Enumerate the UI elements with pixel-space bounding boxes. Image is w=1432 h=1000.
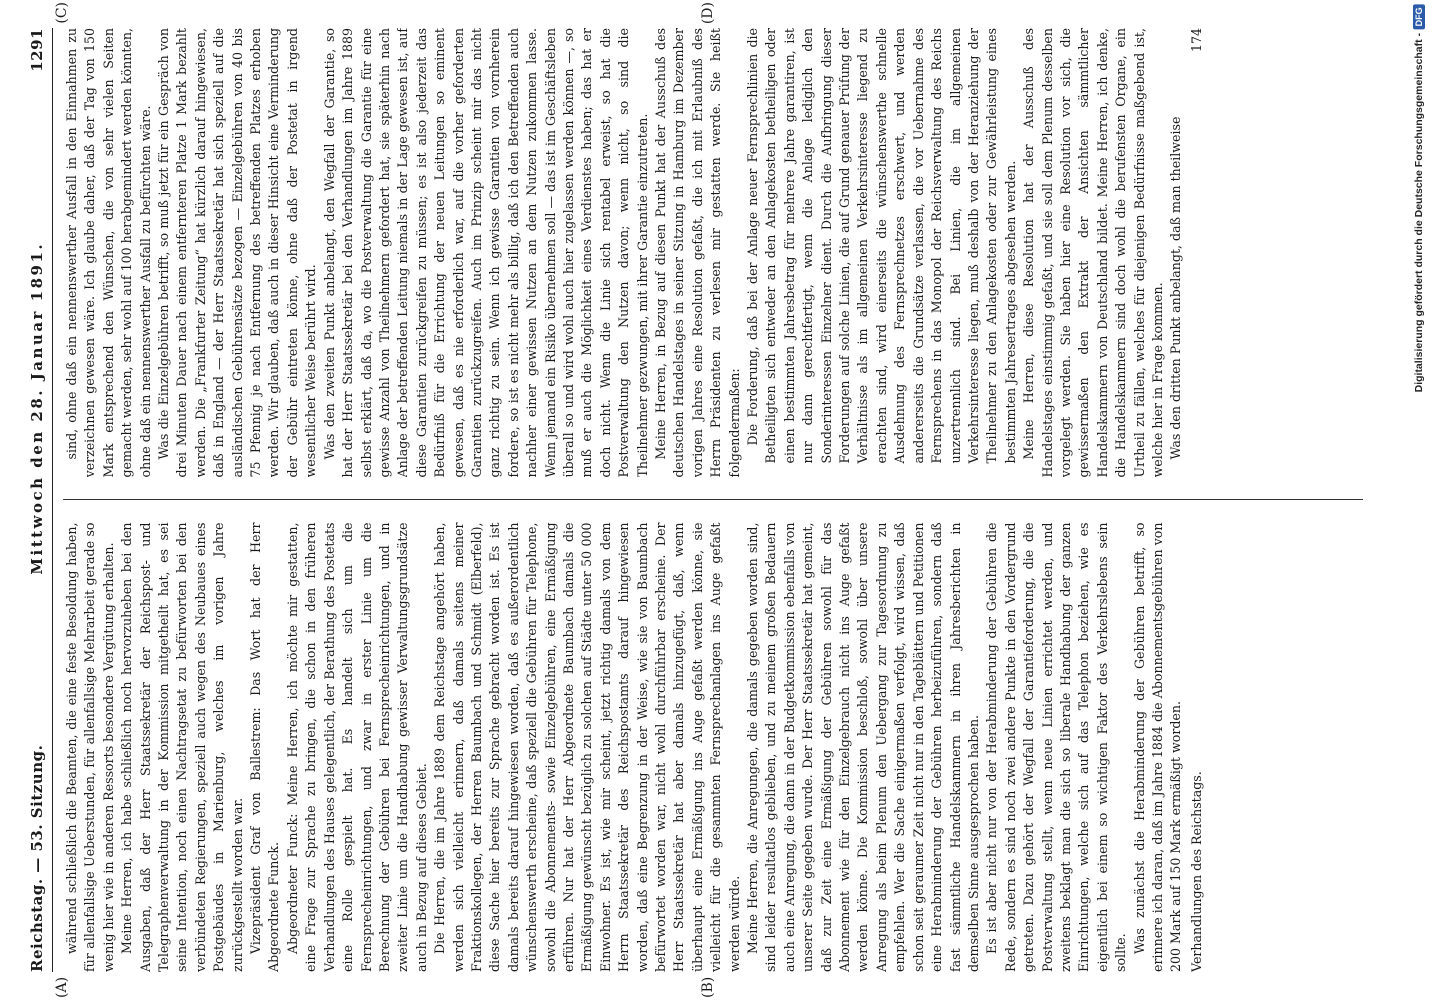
paragraph: Was die Einzelgebühren betrifft, so muß jetzt für ein Gespräch von drei Minuten Dauer nach einem entfernteren Platze 1 Mark bezahlt werden. Die „Frankfurter Zeitung“ hat kürzlich darauf hingewiesen, daß in England — der Herr Staatssekretär hat sich speziell auf die ausländischen Gebührensätze bezogen — Einzelgebühren von 40 bis 75 Pfennig je nach Entfernung des betreffenden Platzes erhoben werden. Wir glauben, daß auch in dieser Hinsicht eine Verminderung der Gebühr eintreten könne, ohne daß der Postetat in irgend wesentlicher Weise berührt wird. [156, 28, 319, 478]
paragraph: Abgeordneter Funck: Meine Herren, ich möchte mir gestatten, eine Frage zur Sprache zu bringen, die schon in den früheren Verhandlungen des Hauses gelegentlich, der Berathung des Postetats eine Rolle gespielt hat. Es handelt sich um die Fernsprecheinrichtungen, und zwar in erster Linie um die Berechnung der Gebühren bei Fernsprecheinrichtungen, und in zweiter Linie um die Handhabung gewisser Verwaltungsgrundsätze auch in Bezug auf dieses Gebiet. [284, 522, 429, 972]
column-footer: Verhandlungen des Reichstags. [1188, 771, 1204, 972]
paragraph: sind, ohne daß ein nennenswerther Ausfall in den Einnahmen zu verzeichnen gewesen wäre. Ich glaube daher, daß der Tag von 150 Mark entsprechend den Wünschen, die von sehr vielen Seiten gemacht werden, sehr wohl auf 100 herabgemindert werden könnten, ohne daß ein nennenswerther Ausfall zu befürchten wäre. [64, 28, 153, 478]
paragraph: Meine Herren, die Anregungen, die damals gegeben worden sind, sind leider resultatlos geblieben, und zu meinem großen Bedauern auch eine Anregung, die dann in der Budgetkommission ebenfalls von unserer Seite gegeben wurde. Der Herr Staatssekretär hat gemeint, daß zur Zeit eine Ermäßigung der Gebühren sowohl für das Abonnement wie für den Einzelgebrauch nicht ins Auge gefaßt werden könne. Die Kommission beschloß, sowohl über unsere Anregung als beim Plenum den Uebergang zur Tagesordnung zu empfehlen. Wer die Sache einigermaßen verfolgt, wird wissen, daß schon seit geraumer Zeit nicht nur in den Tageblättern und Petitionen eine Herabminderung der Gebühren herbeizuführen, sondern daß fast sämmtliche Handelskammern in ihren Jahresberichten in demselben Sinne ausgesprochen haben. [745, 522, 981, 972]
digitization-credit [1408, 4, 1430, 994]
left-column [63, 523, 1363, 973]
column-marker-a: (A) [54, 976, 70, 998]
paragraph: Was zunächst die Herabminderung der Gebühren betrifft, so erinnere ich daran, daß im Jahre 1884 die Abonnementsgebühren von 200 Mark auf 150 Mark ermäßigt worden. [1131, 522, 1184, 972]
sheet-number: 174 [1188, 28, 1204, 53]
paragraph: Es ist aber nicht nur von der Herabminderung der Gebühren die Rede, sondern es sind noch zwei andere Punkte in den Vordergrund getreten. Dazu gehört der Wegfall der Garantieforderung, die die Postverwaltung stellt, wenn neue Linien errichtet werden, und zweitens beklagt man die sich so liberale Handhabung der ganzen Einrichtungen, welche sich auf das Telephon beziehen, wie es eigentlich bei einem so wichtigen Faktor des Verkehrslebens sein sollte. [984, 522, 1129, 972]
header-left: Reichstag. — 53. Sitzung. [28, 744, 46, 972]
paragraph: Meine Herren, diese Resolution hat der Ausschuß des Handelstages einstimmig gefaßt, und sie soll dem Plenum desselben vorgelegt werden. Sie haben hier eine Resolution vor sich, die gewissermaßen den Extrakt der Ansichten sämmtlicher Handelskammern von Deutschland bildet. Meine Herren, ich denke, die Handelskammern sind doch wohl die berufensten Organe, ein Urtheil zu fällen, welches für diejenigen Bedürfnisse maßgebend ist, welche hier in Frage kommen. [1021, 28, 1165, 478]
text-columns [63, 28, 1363, 972]
column-marker-c: (C) [54, 2, 70, 24]
right-column [63, 28, 1363, 478]
paragraph: Meine Herren, ich habe schließlich noch hervorzuheben bei den Ausgaben, daß der Herr Staatssekretär der Reichspost- und Telegraphenverwaltung in der Kommission mitgetheilt hat, es sei seine Intention, noch einen Nachtragsetat zu befürworten bei den verbündeten Regierungen, speziell auch wegen des Neubaues eines Postgebäudes in Marienburg, welches im vorigen Jahre zurückgestellt worden war. [119, 522, 245, 972]
paragraph: Die Herren, die im Jahre 1889 dem Reichstage angehört haben, werden sich vielleicht erinnern, daß damals seitens meiner Fraktionskollegen, der Herren Baumbach und Schmidt (Elberfeld), diese Sache hier bereits zur Sprache gebracht worden ist. Es ist damals bereits darauf hingewiesen worden, daß es außerordentlich wünschenswerth erscheine, daß speziell die Gebühren für Telephone, sowohl die Abonnements- sowie Einzelgebühren, eine Ermäßigung erführen. Nur hat der Herr Abgeordnete Baumbach damals die Ermäßigung gewünscht bezüglich zu solchen auf Städte unter 50 000 Einwohner. Es ist, wie mir scheint, jetzt richtig damals von dem Herrn Staatssekretär des Reichspostamts darauf hingewiesen worden, daß eine Begrenzung in der Weise, wie sie von Baumbach befürwortet worden war, nicht wohl durchführbar erscheine. Der Herr Staatssekretär hat aber damals hinzugefügt, daß, wenn überhaupt eine Ermäßigung ins Auge gefaßt werden könne, sie vielleicht für die gesammten Fernsprechanlagen ins Auge gefaßt werden würde. [432, 522, 742, 972]
credit-text: Digitalisierung gefördert durch die Deutsche Forschungsgemeinschaft - [1413, 33, 1425, 393]
running-header [28, 28, 53, 972]
paragraph: Was den dritten Punkt anbelangt, daß man theilweise [1168, 116, 1184, 460]
paragraph: Vizepräsident Graf von Ballestrem: Das Wort hat der Herr Abgeordnete Funck. [248, 522, 282, 972]
paragraph: Was den zweiten Punkt anbelangt, den Wegfall der Garantie, so hat der Herr Staatssekretär bei den Verhandlungen im Jahre 1889 selbst erklärt, daß da, wo die Postverwaltung die Garantie für eine gewisse Anzahl von Theilnehmern gefordert hat, sie späterhin nach Anlage der betreffenden Leitung niemals in der Lage gewesen ist, auf diese Garantien zurückgreifen zu müssen; es ist also jederzeit das Bedürfniß für die Errichtung der neuen Leitungen so eminent gewesen, daß es nie erforderlich war, auf die vorher geforderten Garantien zurückzugreifen. Auch im Prinzip scheint mir das nicht ganz richtig zu sein. Wenn ich gewisse Garantien von vornherein fordere, so ist es nicht mehr als billig, daß ich den Betreffenden auch nachher einer gewissen Nutzen an dem Nutzen zukommen lasse. Wenn jemand ein Risiko übernehmen soll — das ist im Geschäftsleben überall so und wird wohl auch hier zugelassen werden können —, so muß er auch die Möglichkeit eines Verdienstes haben; das hat er doch nicht. Wenn die Linie sich rentabel erweist, so hat die Postverwaltung den Nutzen davon; wenn nicht, so sind die Theilnehmer gezwungen, mit ihrer Garantie einzutreten. [321, 28, 650, 478]
paragraph: Meine Herren, in Bezug auf diesen Punkt hat der Ausschuß des deutschen Handelstages in seiner Sitzung in Hamburg im Dezember vorigen Jahres eine Resolution gefaßt, die ich mit Erlaubniß des Herrn Präsidenten zu verlesen mir gestatten werde. Sie heißt folgendermaßen: [653, 28, 742, 478]
dfg-logo: DFG [1413, 4, 1425, 29]
quoted-resolution: Die Forderung, daß bei der Anlage neuer Fernsprechlinien die Betheiligten sich entweder an den Anlagekosten betheiligen oder einen bestimmten Jahresbetrag für mehrere Jahre garantiren, ist nur dann gerechtfertigt, wenn die Anlage lediglich den Sonderinteressen Einzelner dient. Durch die Aufbringung dieser Forderungen auf solche Linien, die auf Grund genauer Prüfung der Verhältnisse als im allgemeinen Verkehrsinteresse liegend zu erachten sind, wird einerseits die wünschenswerthe schnelle Ausdehnung des Fernsprechnetzes erschwert, und werden andererseits die Grundsätze verlassen, die vor Uebernahme des Fernsprechens in das Monopol der Reichsverwaltung des Reichs unzertrennlich sind. Bei Linien, die im allgemeinen Verkehrsinteresse liegen, muß deshalb von der Heranziehung der Theilnehmer zu den Anlagekosten oder zur Gewährleistung eines bestimmten Jahresertrages abgesehen werden. [745, 28, 1018, 464]
column-divider [63, 500, 1363, 501]
column-marker-d: (D) [700, 2, 716, 25]
header-center: Mittwoch den 28. Januar 1891. [28, 241, 46, 575]
page-number: 1291 [28, 28, 46, 72]
paragraph: während schließlich die Beamten, die eine feste Besoldung haben, für allenfallsige Ueberstunden, für allenfallsige Mehrarbeit gerade so wenig hier wie in anderen Ressorts besondere Vergütung erhalten. [64, 522, 116, 972]
column-marker-b: (B) [700, 976, 716, 998]
